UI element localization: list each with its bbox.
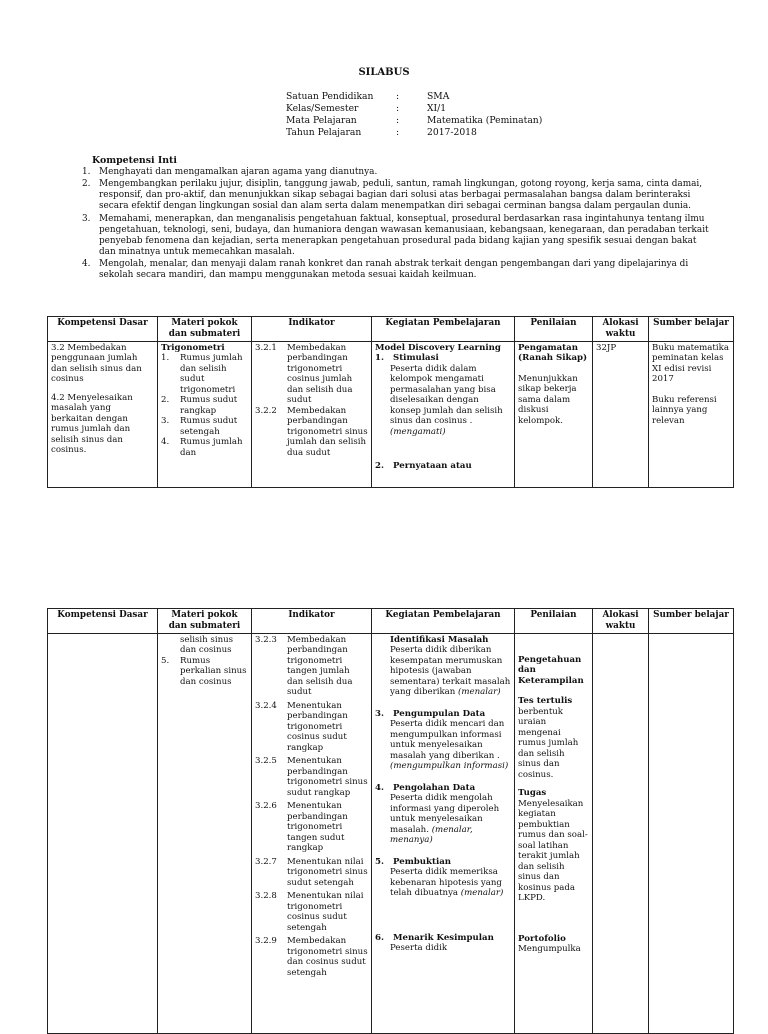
- materi-num: 4.: [161, 437, 170, 448]
- indikator-item: [255, 801, 368, 853]
- penilaian-block: [518, 934, 589, 955]
- indikator-num: 3.2.2: [255, 405, 277, 416]
- header-sumber: Sumber belajar: [649, 609, 734, 634]
- ki-num: 3.: [82, 213, 91, 224]
- kegiatan-note: (menalar): [458, 687, 501, 698]
- kegiatan-step: [375, 353, 511, 437]
- indikator-num: 3.2.8: [255, 891, 277, 902]
- kegiatan-head-text: Menarik Kesimpulan: [393, 932, 494, 943]
- indikator-list: [255, 635, 368, 978]
- ki-item: [82, 167, 712, 178]
- kompetensi-inti-list: [82, 167, 712, 282]
- materi-item: [161, 437, 248, 458]
- kegiatan-step-head: [375, 709, 511, 719]
- kegiatan-head-text: Pernyataan atau: [393, 461, 472, 472]
- indikator-text: Membedakan perbandingan trigonometri sinus jumlah dan selisih dua sudut: [287, 405, 368, 458]
- materi-text: Rumus jumlah dan selisih sudut trigonometri: [180, 353, 243, 395]
- kegiatan-body-text: Peserta didik dalam kelompok mengamati permasalahan yang bisa diselesaikan dengan konsep jumlah dan selisih sinus dan cosinus .: [390, 363, 503, 427]
- materi-continuation: selisih sinus dan cosinus: [180, 635, 234, 656]
- header-penilaian: Penilaian: [515, 609, 593, 634]
- ki-text: Mengembangkan perilaku jujur, disiplin, tanggung jawab, peduli, santun, ramah lingkungan, gotong royong, kerja sama, cinta damai, responsif, dan pro-aktif, dan menunjukkan sikap sebagai bagian dari solusi atas berbagai permasalahan bangsa dalam berinteraksi secara efektif dengan lingkungan sosial dan alam serta dalam menempatkan diri sebagai cerminan bangsa dalam pergaulan dunia.: [99, 179, 703, 212]
- indikator-num: 3.2.7: [255, 856, 277, 867]
- indikator-num: 3.2.9: [255, 936, 277, 947]
- cell-sumber: [649, 634, 734, 1034]
- indikator-text: Menentukan perbandingan trigonometri tangen sudut rangkap: [287, 801, 348, 854]
- materi-item: [161, 656, 248, 687]
- materi-num: 1.: [161, 353, 170, 364]
- kegiatan-body-text: Peserta didik mengolah informasi yang diperoleh untuk menyelesaikan masalah.: [390, 793, 500, 835]
- indikator-text: Menentukan perbandingan trigonometri sinus sudut rangkap: [287, 756, 368, 798]
- cell-sumber: [649, 342, 734, 488]
- meta-value: XI/1: [427, 103, 447, 114]
- kegiatan-step-head: [375, 461, 511, 471]
- kegiatan-note: (mengumpulkan informasi): [390, 761, 509, 772]
- ki-text: Mengolah, menalar, dan menyaji dalam ranah konkret dan ranah abstrak terkait dengan pengembangan dari yang dipelajarinya di sekolah secara mandiri, dan mampu menggunakan metoda sesuai kaidah keilmuan.: [99, 259, 689, 281]
- kegiatan-step-body: [375, 867, 511, 898]
- table-row: [48, 634, 734, 1034]
- materi-item: [161, 353, 248, 395]
- indikator-text: Menentukan perbandingan trigonometri cosinus sudut rangkap: [287, 700, 348, 753]
- kegiatan-step-head: [375, 933, 511, 943]
- materi-item: [161, 416, 248, 437]
- meta-label: Mata Pelajaran: [286, 115, 357, 126]
- ki-item: [82, 259, 712, 281]
- ki-text: Memahami, menerapkan, dan menganalisis pengetahuan faktual, konseptual, prosedural berdasarkan rasa ingintahunya tentang ilmu pengetahuan, teknologi, seni, budaya, dan humaniora dengan wawasan kemanusiaan, kebangsaan, kenegaraan, dan peradaban terkait penyebab fenomena dan kejadian, serta menerapkan pengetahuan prosedural pada bidang kajian yang spesifik sesuai dengan bakat dan minatnya untuk memecahkan masalah.: [99, 213, 709, 257]
- indikator-text: Menentukan nilai trigonometri sinus sudut setengah: [287, 856, 368, 888]
- indikator-num: 3.2.4: [255, 700, 277, 711]
- kd-item: [51, 343, 154, 385]
- kegiatan-num: 6.: [375, 932, 384, 943]
- penilaian-block: [518, 696, 589, 780]
- meta-colon: :: [396, 127, 400, 138]
- header-materi: Materi pokok dan submateri: [158, 317, 252, 342]
- indikator-num: 3.2.6: [255, 801, 277, 812]
- indikator-list: [255, 343, 368, 458]
- header-kegiatan: Kegiatan Pembelajaran: [372, 609, 515, 634]
- cell-penilaian: [515, 342, 593, 488]
- kegiatan-step-head: [375, 783, 511, 793]
- sumber-item: Buku referensi lainnya yang relevan: [652, 394, 717, 426]
- kegiatan-step-body: [375, 719, 511, 771]
- ki-num: 2.: [82, 179, 91, 190]
- kegiatan-num: 1.: [375, 353, 384, 364]
- penilaian-subhead: Portofolio: [518, 933, 566, 944]
- materi-text: Rumus sudut rangkap: [180, 395, 238, 416]
- kegiatan-body-text: Peserta didik mencari dan mengumpulkan informasi untuk menyelesaikan masalah yang diberikan .: [390, 719, 505, 761]
- indikator-num: 3.2.1: [255, 343, 277, 353]
- materi-text: Rumus perkalian sinus dan cosinus: [180, 655, 247, 687]
- indikator-item: [255, 406, 368, 458]
- ki-num: 4.: [82, 259, 91, 269]
- indikator-num: 3.2.3: [255, 635, 277, 645]
- kegiatan-body-text: Peserta didik diberikan kesempatan merumuskan hipotesis (jawaban sementara) terkait masalah yang diberikan: [390, 645, 511, 698]
- kegiatan-step: [375, 857, 511, 899]
- kd-item: [51, 393, 154, 456]
- table-header-row: [48, 609, 734, 634]
- kd-list: [51, 343, 154, 456]
- penilaian-body: Menyelesaikan kegiatan pembuktian rumus dan soal-soal latihan terakit jumlah dan selisih sinus dan kosinus pada LKPD.: [518, 798, 588, 904]
- materi-num: 2.: [161, 395, 170, 406]
- indikator-item: [255, 857, 368, 888]
- penilaian-block: [518, 788, 589, 903]
- meta-label: Kelas/Semester: [286, 103, 359, 114]
- cell-kompetensi-dasar: [48, 634, 158, 1034]
- indikator-text: Membedakan perbandingan trigonometri tangen jumlah dan selisih dua sudut: [287, 635, 353, 698]
- cell-alokasi: [593, 634, 649, 1034]
- kegiatan-head-text: Stimulasi: [393, 353, 439, 364]
- kegiatan-note: (menalar, menanya): [390, 824, 473, 846]
- header-alokasi: Alokasi waktu: [593, 317, 649, 342]
- header-kegiatan: Kegiatan Pembelajaran: [372, 317, 515, 342]
- kd-text: Membedakan penggunaan jumlah dan selisih sinus dan cosinus: [51, 343, 142, 385]
- ki-num: 1.: [82, 167, 91, 177]
- penilaian-body: Mengumpulka: [518, 944, 581, 955]
- indikator-item: [255, 635, 368, 698]
- header-materi: Materi pokok dan submateri: [158, 609, 252, 634]
- cell-alokasi: 32JP: [593, 342, 649, 488]
- indikator-item: [255, 756, 368, 798]
- kegiatan-step: [375, 635, 511, 698]
- cell-materi: [158, 634, 252, 1034]
- indikator-num: 3.2.5: [255, 756, 277, 767]
- kegiatan-step-head: [375, 857, 511, 867]
- header-kompetensi-dasar: Kompetensi Dasar: [48, 609, 158, 634]
- silabus-table-page1: [47, 316, 734, 488]
- meta-label: Satuan Pendidikan: [286, 91, 374, 102]
- kd-text: Menyelesaikan masalah yang berkaitan dengan rumus jumlah dan selisih sinus dan cosinus.: [51, 392, 133, 456]
- indikator-text: Membedakan perbandingan trigonometri cosinus jumlah dan selisih dua sudut: [287, 343, 353, 406]
- kegiatan-note: (mengamati): [390, 426, 446, 437]
- table-row: [48, 342, 734, 488]
- kegiatan-step: [375, 709, 511, 772]
- document-title: SILABUS: [358, 67, 410, 78]
- kompetensi-inti-heading: Kompetensi Inti: [92, 155, 177, 166]
- indikator-item: [255, 891, 368, 933]
- kegiatan-step-body: [375, 645, 511, 697]
- indikator-item: [255, 936, 368, 978]
- ki-text: Menghayati dan mengamalkan ajaran agama yang dianutnya.: [99, 167, 378, 177]
- table-header-row: [48, 317, 734, 342]
- kegiatan-note: (menalar): [460, 888, 504, 899]
- ki-item: [82, 214, 712, 259]
- cell-kompetensi-dasar: [48, 342, 158, 488]
- kegiatan-num: 2.: [375, 461, 384, 472]
- kegiatan-num: 3.: [375, 708, 384, 719]
- materi-num: 3.: [161, 416, 170, 427]
- cell-indikator: [252, 634, 372, 1034]
- kegiatan-step: [375, 461, 511, 471]
- meta-value: SMA: [427, 91, 450, 102]
- kegiatan-head-text: Pengolahan Data: [393, 782, 476, 793]
- header-kompetensi-dasar: Kompetensi Dasar: [48, 317, 158, 342]
- cell-indikator: [252, 342, 372, 488]
- penilaian-heading: Pengetahuan dan Keterampilan: [518, 655, 584, 686]
- meta-value: 2017-2018: [427, 127, 477, 138]
- header-indikator: Indikator: [252, 609, 372, 634]
- penilaian-text: Menunjukkan sikap bekerja sama dalam diskusi kelompok.: [518, 373, 578, 426]
- kd-num: 3.2: [51, 343, 65, 353]
- indikator-item: [255, 343, 368, 406]
- penilaian-body: berbentuk uraian mengenai rumus jumlah dan selisih sinus dan cosinus.: [518, 706, 579, 780]
- header-penilaian: Penilaian: [515, 317, 593, 342]
- kegiatan-model-title: Model Discovery Learning: [375, 343, 501, 353]
- kegiatan-head-text: Pengumpulan Data: [393, 708, 486, 719]
- header-indikator: Indikator: [252, 317, 372, 342]
- kegiatan-num: 4.: [375, 782, 384, 793]
- meta-label: Tahun Pelajaran: [286, 127, 362, 138]
- materi-item: [161, 395, 248, 416]
- kegiatan-step: [375, 783, 511, 846]
- cell-penilaian: [515, 634, 593, 1034]
- meta-value: Matematika (Peminatan): [427, 115, 543, 126]
- kegiatan-step-body: [375, 943, 511, 953]
- silabus-table-page2: [47, 608, 734, 1034]
- materi-text: Rumus sudut setengah: [180, 416, 238, 437]
- penilaian-title: Pengamatan (Ranah Sikap): [518, 343, 588, 364]
- meta-colon: :: [396, 103, 400, 114]
- kegiatan-step: [375, 933, 511, 954]
- kegiatan-step-body: [375, 793, 511, 845]
- indikator-item: [255, 701, 368, 753]
- meta-colon: :: [396, 115, 400, 126]
- materi-text: Rumus jumlah dan: [180, 437, 243, 458]
- penilaian-subhead: Tes tertulis: [518, 696, 573, 707]
- kegiatan-step-head: [375, 353, 511, 363]
- materi-list: [161, 353, 248, 458]
- materi-title: Trigonometri: [161, 343, 225, 353]
- ki-item: [82, 179, 712, 212]
- header-alokasi: Alokasi waktu: [593, 609, 649, 634]
- kegiatan-num: 5.: [375, 856, 384, 867]
- sumber-item: Buku matematika peminatan kelas XI edisi revisi 2017: [652, 343, 729, 385]
- meta-colon: :: [396, 91, 400, 102]
- materi-list: [161, 656, 248, 687]
- kegiatan-head-text: Identifikasi Masalah: [390, 635, 489, 645]
- indikator-text: Membedakan trigonometri sinus dan cosinus sudut setengah: [287, 936, 368, 978]
- cell-kegiatan: [372, 634, 515, 1034]
- indikator-text: Menentukan nilai trigonometri cosinus sudut setengah: [287, 891, 364, 933]
- kegiatan-body-text: Peserta didik: [390, 943, 448, 954]
- kegiatan-head-text: Pembuktian: [393, 856, 452, 867]
- kd-num: 4.2: [51, 392, 65, 403]
- kegiatan-body-text: Peserta didik memeriksa kebenaran hipotesis yang telah dibuatnya: [390, 867, 502, 899]
- penilaian-subhead: Tugas: [518, 788, 547, 799]
- cell-kegiatan: [372, 342, 515, 488]
- materi-num: 5.: [161, 655, 170, 666]
- cell-materi: [158, 342, 252, 488]
- kegiatan-step-body: [375, 364, 511, 437]
- header-sumber: Sumber belajar: [649, 317, 734, 342]
